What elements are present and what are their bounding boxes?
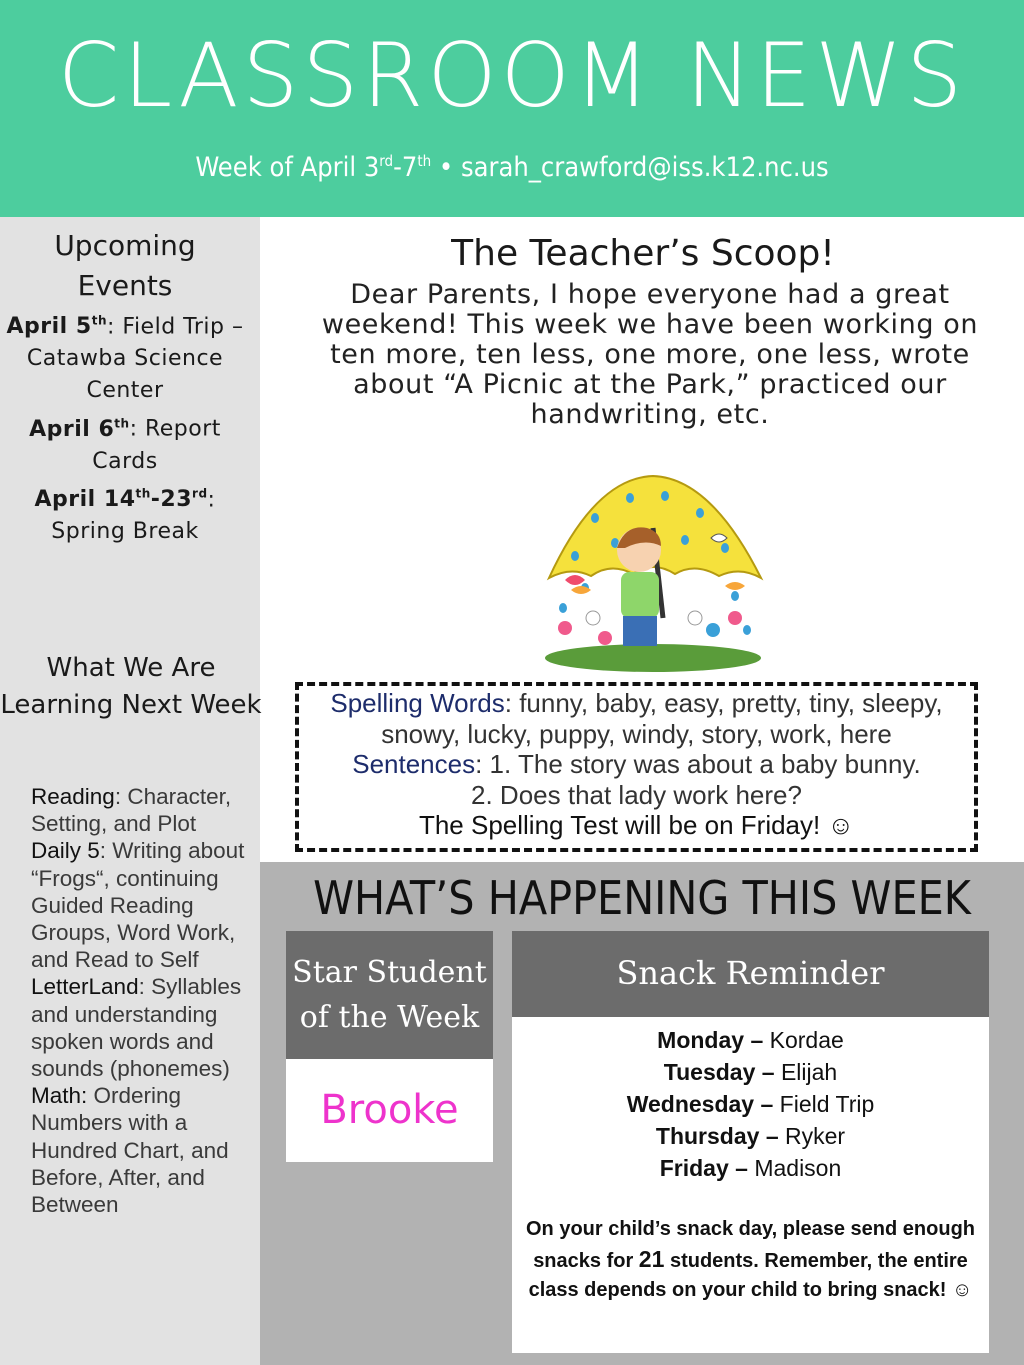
spelling-words-line	[300, 688, 973, 749]
snack-note-after: students. Remember, the entire class depends on your child to bring snack! ☺	[528, 1249, 973, 1301]
learning-next-week-list	[31, 783, 246, 1218]
learning-subject: Math:	[31, 1083, 88, 1109]
sentence-1: : 1. The story was about a baby bunny.	[475, 749, 921, 779]
learning-next-week-heading: What We Are Learning Next Week	[0, 653, 262, 720]
snack-day-row	[512, 1088, 989, 1120]
learning-subject: Reading	[31, 784, 115, 809]
event-text: : Field Trip – Catawba Science Center	[26, 314, 244, 404]
event-date: April 6	[29, 416, 115, 442]
snack-day: Tuesday –	[663, 1059, 775, 1085]
snack-reminder-title: Snack Reminder	[616, 954, 885, 992]
butterfly	[565, 575, 585, 585]
upcoming-events-list	[0, 305, 250, 548]
teacher-email: sarah_crawford@iss.k12.nc.us	[460, 152, 829, 183]
snack-person: Ryker	[778, 1123, 846, 1149]
spelling-test-note: The Spelling Test will be on Friday! ☺	[418, 810, 855, 840]
event-date-sup: th	[135, 486, 151, 501]
events-heading-line1: Upcoming	[54, 229, 196, 262]
spelling-words-value: : funny, baby, easy, pretty, tiny, sleepy, snowy, lucky, puppy, windy, story, work, here	[381, 688, 943, 749]
snack-day: Monday –	[657, 1027, 764, 1053]
star-student-title	[286, 950, 493, 1040]
event-item	[0, 478, 250, 548]
snack-person: Madison	[747, 1155, 842, 1181]
event-text: : Spring Break	[51, 486, 216, 544]
child-pants	[623, 616, 657, 646]
snack-person: Kordae	[763, 1027, 844, 1053]
learning-item	[31, 783, 246, 837]
star-student-name: Brooke	[320, 1087, 459, 1133]
snack-reminder-note	[520, 1215, 981, 1306]
separator-bullet: •	[438, 152, 454, 183]
sentences-line	[300, 749, 973, 780]
sentences-label: Sentences	[352, 749, 476, 779]
learning-item	[31, 973, 246, 1082]
learning-detail: Ordering Numbers with a Hundred Chart, and Before, After, and Between	[31, 1083, 229, 1218]
umbrella-child-illustration	[535, 468, 775, 674]
teachers-scoop-body: Dear Parents, I hope everyone had a great weekend! This week we have been working on ten more, ten less, one more, one less, wrote about “A Picnic at the Park,” practiced our handwriting, etc.	[321, 279, 979, 430]
learning-detail: : Character, Setting, and Plot	[31, 784, 232, 837]
grass-patch	[545, 644, 761, 672]
snack-schedule-list	[512, 1024, 989, 1184]
learning-detail: : Syllables and understanding spoken words and sounds (phonemes)	[31, 974, 242, 1082]
event-item	[0, 305, 250, 407]
snack-day: Friday –	[659, 1155, 748, 1181]
student-count: 21	[638, 1245, 665, 1272]
event-date: April 5	[6, 314, 92, 340]
event-item	[0, 407, 250, 477]
event-text: : Report Cards	[92, 416, 221, 474]
learning-subject: Daily 5	[31, 838, 100, 864]
learning-item	[31, 1082, 246, 1218]
snack-day: Thursday –	[655, 1123, 779, 1149]
event-date-end-sup: rd	[192, 486, 208, 501]
event-date-end: -23	[150, 486, 193, 512]
event-date-sup: th	[91, 314, 107, 328]
learning-item	[31, 837, 246, 973]
snack-day: Wednesday –	[626, 1091, 774, 1117]
butterfly	[725, 582, 745, 590]
snack-day-row	[512, 1152, 989, 1184]
event-date-sup: th	[114, 416, 130, 431]
events-heading-line2: Events	[77, 269, 173, 302]
learning-detail: : Writing about “Frogs“, continuing Guided Reading Groups, Word Work, and Read to Self	[31, 838, 245, 973]
whats-happening-title: WHAT’S HAPPENING THIS WEEK	[313, 871, 971, 925]
snack-person: Field Trip	[773, 1091, 875, 1117]
spelling-words-label: Spelling Words	[330, 688, 505, 718]
snack-day-row	[512, 1056, 989, 1088]
star-title-line1: Star Student	[292, 955, 487, 990]
upcoming-events-heading	[0, 226, 250, 306]
snack-day-row	[512, 1120, 989, 1152]
sentence-2: 2. Does that lady work here?	[471, 779, 802, 810]
learning-subject: LetterLand	[31, 974, 139, 1000]
week-sup-th: th	[417, 152, 432, 170]
snack-person: Elijah	[774, 1059, 838, 1085]
newsletter-title: CLASSROOM NEWS	[57, 24, 967, 127]
spelling-words-text	[300, 688, 973, 841]
week-prefix: Week of April 3	[195, 152, 380, 183]
week-and-email-line	[0, 152, 1024, 184]
star-title-line2: of the Week	[299, 1000, 480, 1035]
snack-day-row	[512, 1024, 989, 1056]
child-shirt	[621, 572, 659, 618]
week-sup-rd: rd	[379, 152, 394, 170]
teachers-scoop-title: The Teacher’s Scoop!	[451, 233, 835, 274]
week-mid: -7	[393, 152, 418, 183]
snack-note-before: On your child’s snack day, please send enough snacks for	[525, 1218, 975, 1272]
event-date: April 14	[34, 486, 136, 512]
